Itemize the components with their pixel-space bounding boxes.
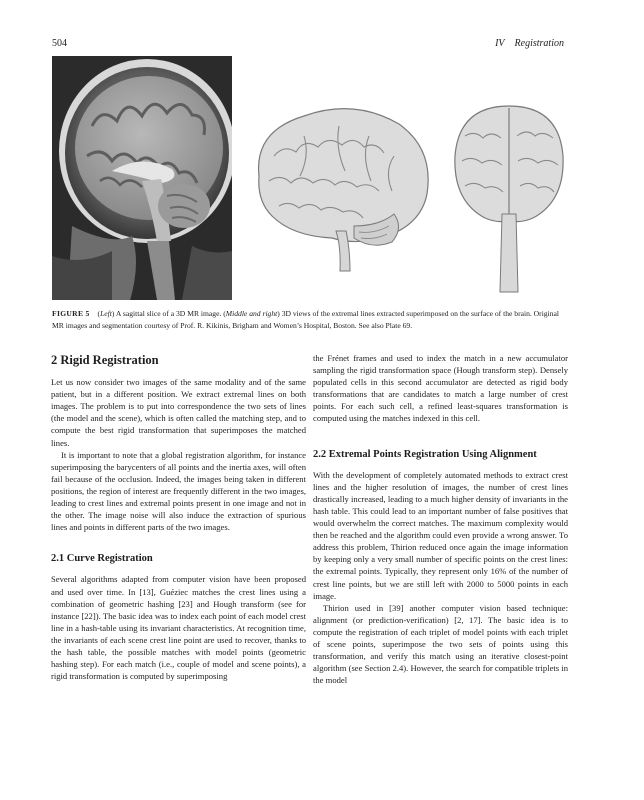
caption-part: (	[97, 309, 101, 318]
brain-lateral-illustration	[244, 96, 434, 276]
paragraph: Let us now consider two images of the same modality and of the same patient, but in a different position. We extract extremal lines on both images. The problem is to put into correspondence the two sets of lines (the model and the scene), which is often called the matching step, and to compute the best rigid transformation that superimposes the matched lines.	[51, 377, 306, 448]
subsection-heading-curve: 2.1 Curve Registration	[51, 553, 153, 565]
right-column	[313, 352, 568, 686]
left-column	[51, 352, 306, 682]
chapter-title: Registration	[514, 38, 564, 49]
subsection-heading-extremal: 2.2 Extremal Points Registration Using Alignment	[313, 448, 537, 460]
paragraph: Several algorithms adapted from computer vision have been proposed and used over time. In [13], Guéziec matches the crest lines using a combination of geometric hashing [23] and Hough transform (see for instance [22]). The basic idea was to index each point of each model crest line in a hash-table using its invariant characteristics. At recognition time, the invariants of each scene crest line point are used to recover, thanks to the hash table, the possible matches with model points (geometric hashing step). For each match (i.e., couple of model and scene points), a rigid transformation is computed by superimposing	[51, 574, 306, 682]
caption-part: Middle and right	[225, 309, 278, 318]
figure-label: FIGURE 5	[52, 309, 90, 318]
chapter-number: IV	[495, 38, 505, 49]
caption-part: Left	[100, 309, 112, 318]
caption-part: ) 3D views of the extremal lines extracted superimposed on the surface of the brain. Original MR images and segmentation courtesy of Prof. R. Kikinis, Brigham and Women’s Hospital, Boston. See also Plate 69.	[52, 309, 559, 330]
figure-caption	[52, 308, 566, 331]
paragraph: the Frénet frames and used to index the match in a new accumulator sampling the rigid transformation space (Hough transform step). Densely populated cells in this second accumulator are detected as rigid body transformations that are candidates to match a large number of crest points. For each such cell, a refined least-squares transformation is computed using the matches indexed in this cell.	[313, 353, 568, 424]
page-number: 504	[52, 38, 67, 49]
left-paragraphs-2	[51, 573, 306, 682]
brain-frontal-illustration	[450, 96, 568, 296]
paragraph: Thirion used in [39] another computer vision based technique: alignment (or prediction-verification) [2, 17]. The basic idea is to compute the registration of each triplet of model points with each triplet of scene points, superimpose the two sets of points using this transformation, and verify this match using an iterative closest-point algorithm (see Section 2.4). However, the search for compatible triplets in the model	[313, 602, 568, 686]
mri-illustration	[52, 56, 232, 300]
paragraph: It is important to note that a global registration algorithm, for instance superimposing the barycenters of all points and the inertia axes, will often fail because of the occlusion. Indeed, the images being taken in different positions, the region of interest are frequently different in the two images, leading to crest lines and extremal points present in one image and not in the other. The image noise will also induce the extraction of spurious lines and points in different parts of the two images.	[51, 449, 306, 533]
brain-3d-lateral-view	[244, 96, 434, 276]
brain-3d-frontal-view	[450, 96, 568, 296]
left-paragraphs-1	[51, 376, 306, 533]
paragraph: With the development of completely automated methods to extract crest lines and the higher resolution of images, the number of crest lines drastically increased, leading to a much higher density of invariants in the hash table. This could lead to an important number of false positives that would overwhelm the correct matches. The maximum complexity would then be reached and the algorithm could even provide a wrong answer. To address this problem, Thirion reduced once again the image information by keeping only a very small number of specific points on the crest lines: the extremal points. Typically, they represent only 16% of the number of crest line points, but we are still left with 2000 to 5000 points in each image.	[313, 469, 568, 601]
caption-part: ) A sagittal slice of a 3D MR image. (	[111, 309, 226, 318]
section-heading: 2 Rigid Registration	[51, 353, 159, 367]
right-paragraphs-1	[313, 352, 568, 425]
mri-sagittal-image	[52, 56, 232, 300]
running-header	[495, 38, 564, 49]
right-paragraphs-2	[313, 469, 568, 687]
figure-caption-text	[52, 309, 559, 330]
